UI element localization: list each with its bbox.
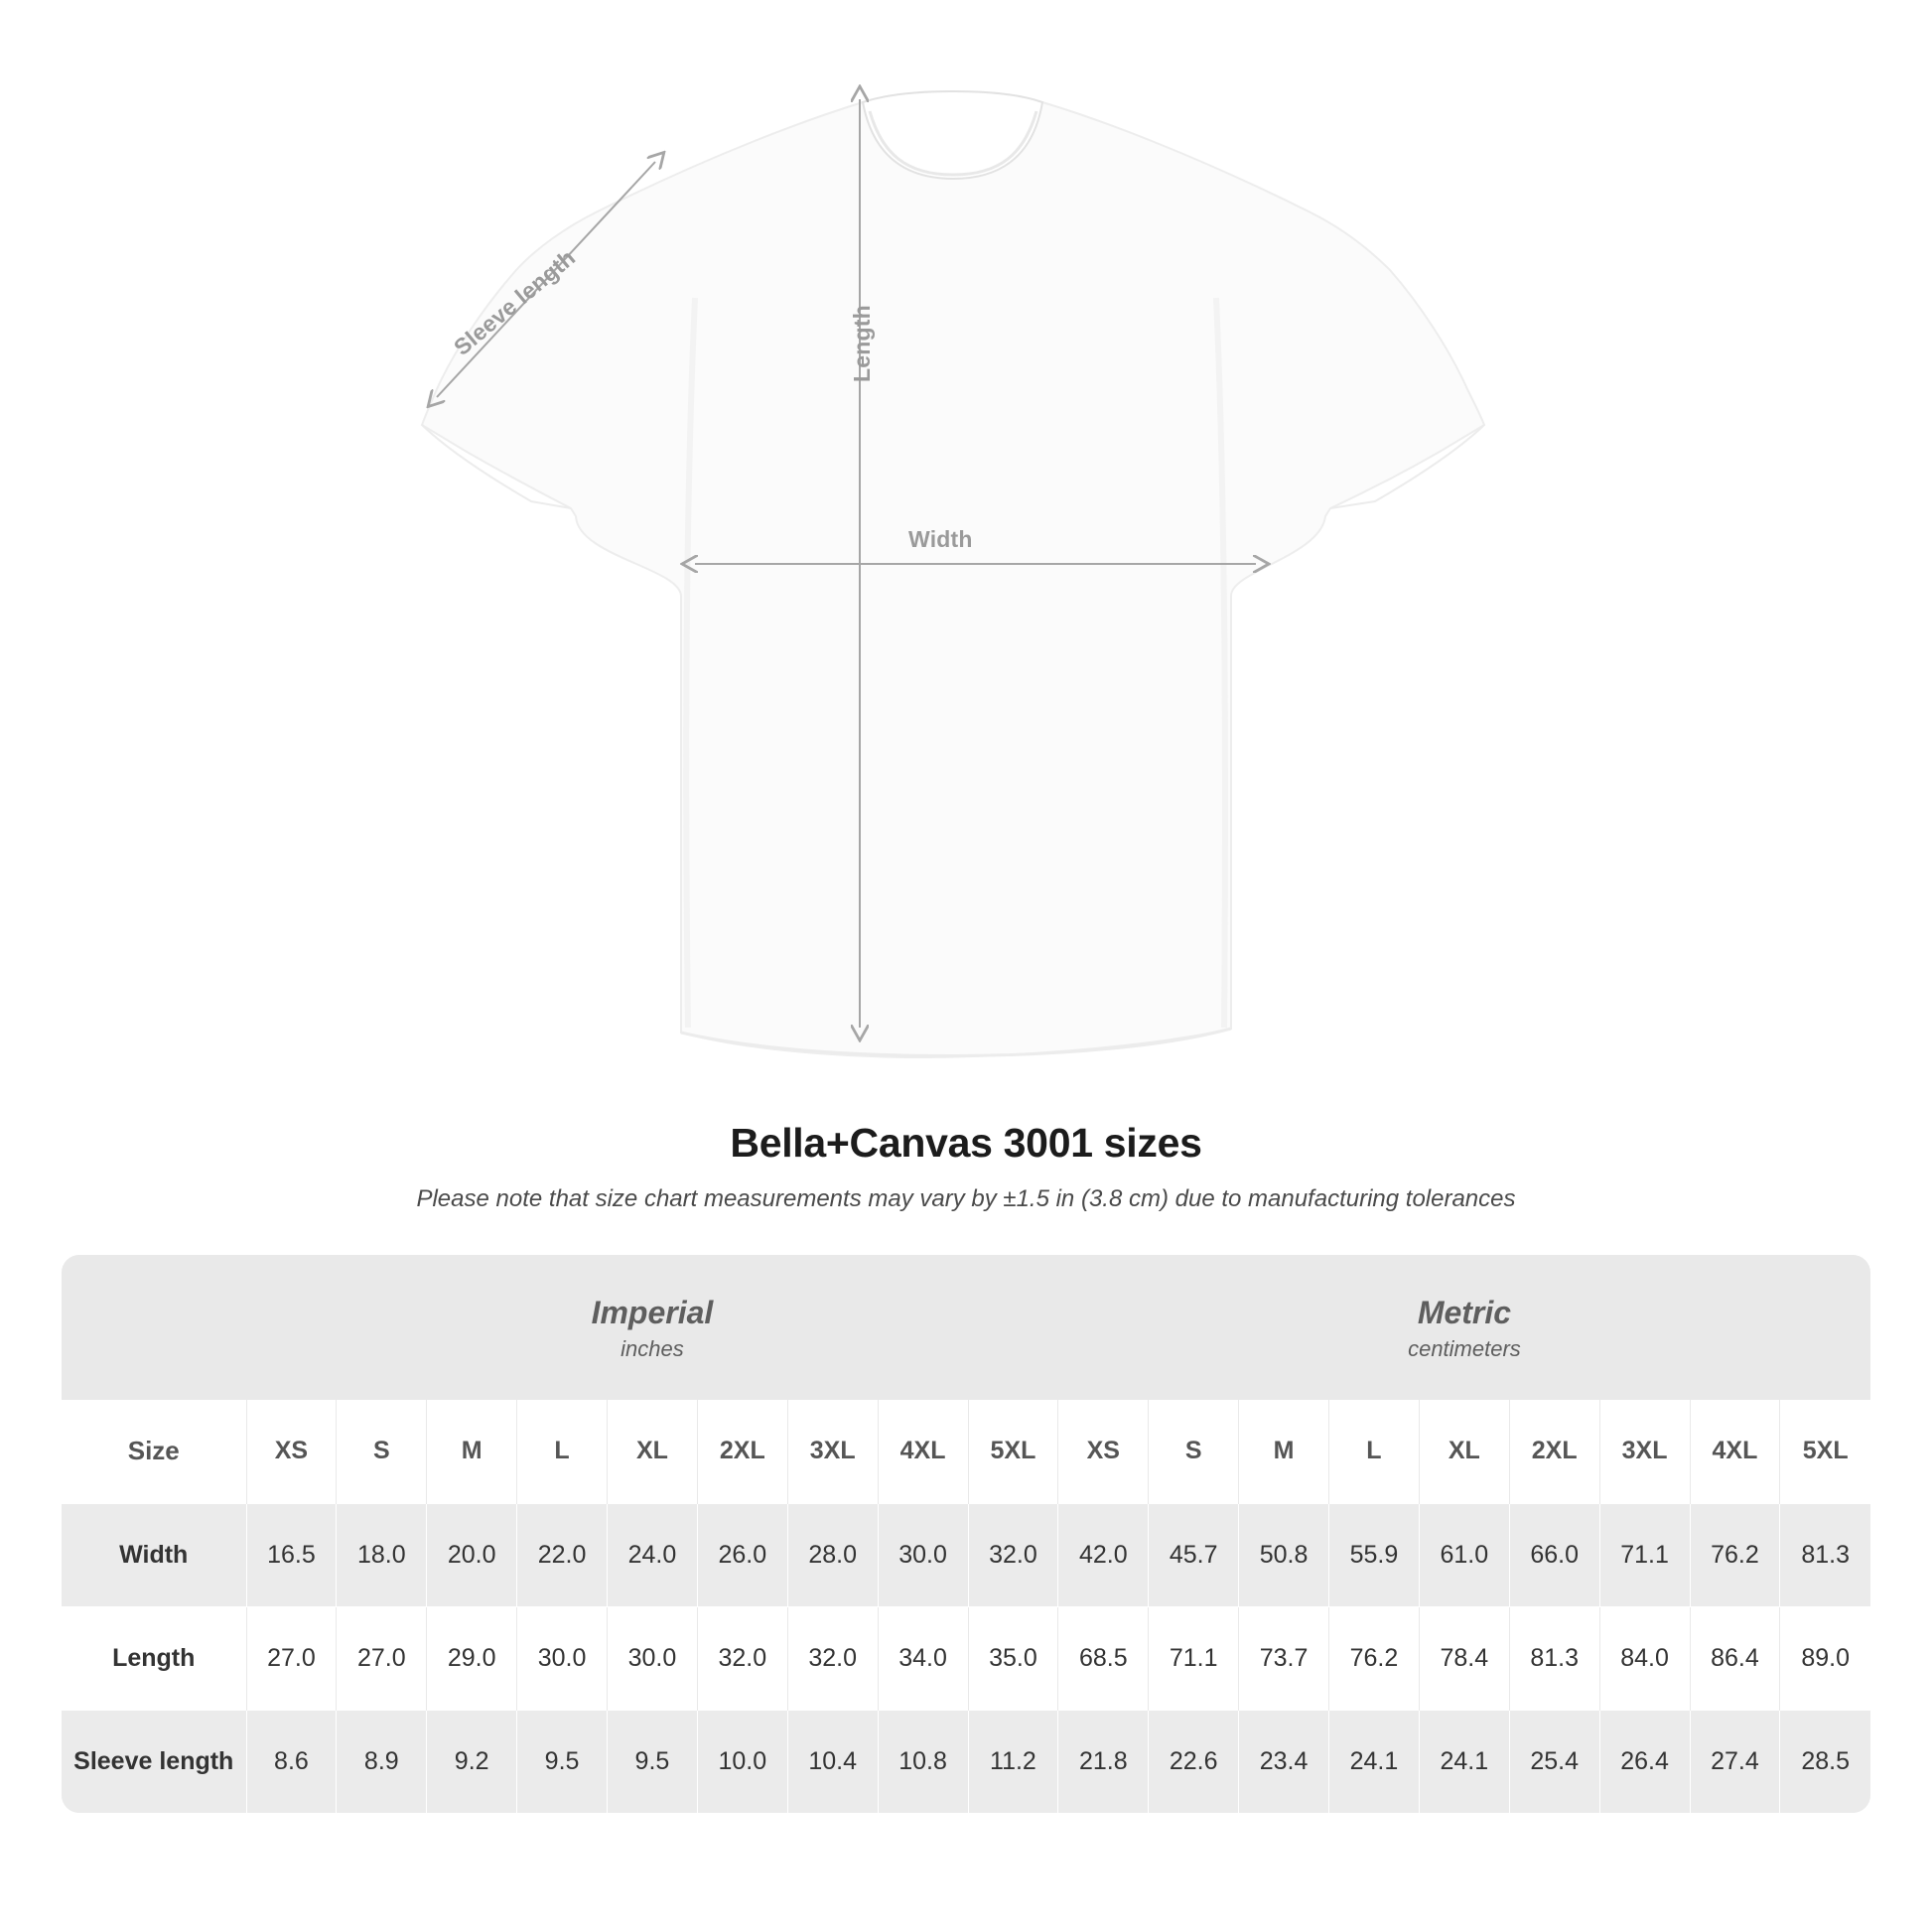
size-header-metric-5xl: 5XL [1780, 1400, 1870, 1503]
size-table [62, 1255, 1870, 1813]
cell-width-imperial-3xl: 28.0 [787, 1503, 878, 1606]
unit-group-imperial-name: Imperial [591, 1295, 714, 1330]
cell-sleeve-metric-4xl: 27.4 [1690, 1710, 1780, 1813]
cell-length-imperial-3xl: 32.0 [787, 1606, 878, 1710]
size-header-imperial-l: L [517, 1400, 608, 1503]
cell-length-metric-4xl: 86.4 [1690, 1606, 1780, 1710]
size-header-metric-m: M [1239, 1400, 1329, 1503]
cell-length-metric-s: 71.1 [1149, 1606, 1239, 1710]
cell-width-metric-s: 45.7 [1149, 1503, 1239, 1606]
size-header-label: Size [62, 1400, 246, 1503]
size-header-imperial-5xl: 5XL [968, 1400, 1058, 1503]
size-header-imperial-xs: XS [246, 1400, 337, 1503]
row-label-length: Length [62, 1606, 246, 1710]
row-label-sleeve-length: Sleeve length [62, 1710, 246, 1813]
cell-length-imperial-m: 29.0 [427, 1606, 517, 1710]
size-header-metric-xl: XL [1419, 1400, 1509, 1503]
cell-sleeve-metric-2xl: 25.4 [1509, 1710, 1599, 1813]
page-title: Bella+Canvas 3001 sizes [730, 1120, 1202, 1166]
cell-sleeve-imperial-l: 9.5 [517, 1710, 608, 1813]
cell-sleeve-metric-3xl: 26.4 [1599, 1710, 1690, 1813]
cell-width-metric-5xl: 81.3 [1780, 1503, 1870, 1606]
unit-group-metric-sub: centimeters [1408, 1336, 1521, 1361]
cell-length-metric-l: 76.2 [1329, 1606, 1420, 1710]
cell-sleeve-imperial-2xl: 10.0 [697, 1710, 787, 1813]
cell-length-metric-xl: 78.4 [1419, 1606, 1509, 1710]
cell-length-imperial-l: 30.0 [517, 1606, 608, 1710]
cell-width-metric-m: 50.8 [1239, 1503, 1329, 1606]
size-header-imperial-xl: XL [608, 1400, 698, 1503]
cell-width-metric-xs: 42.0 [1058, 1503, 1149, 1606]
sleeve-length-label: Sleeve length [449, 244, 581, 360]
length-label: Length [849, 305, 875, 382]
cell-width-metric-2xl: 66.0 [1509, 1503, 1599, 1606]
size-header-metric-3xl: 3XL [1599, 1400, 1690, 1503]
cell-sleeve-metric-m: 23.4 [1239, 1710, 1329, 1813]
cell-width-metric-4xl: 76.2 [1690, 1503, 1780, 1606]
cell-sleeve-imperial-3xl: 10.4 [787, 1710, 878, 1813]
cell-width-imperial-xl: 24.0 [608, 1503, 698, 1606]
size-table-container [62, 1255, 1870, 1813]
unit-group-imperial [246, 1255, 1058, 1400]
cell-width-metric-3xl: 71.1 [1599, 1503, 1690, 1606]
size-header-row [62, 1400, 1870, 1503]
cell-sleeve-imperial-xl: 9.5 [608, 1710, 698, 1813]
size-header-metric-l: L [1329, 1400, 1420, 1503]
unit-group-row [62, 1255, 1870, 1400]
table-row-width [62, 1503, 1870, 1606]
cell-length-imperial-xs: 27.0 [246, 1606, 337, 1710]
cell-length-metric-5xl: 89.0 [1780, 1606, 1870, 1710]
cell-sleeve-metric-l: 24.1 [1329, 1710, 1420, 1813]
cell-width-imperial-5xl: 32.0 [968, 1503, 1058, 1606]
cell-width-imperial-4xl: 30.0 [878, 1503, 968, 1606]
table-row-length [62, 1606, 1870, 1710]
cell-length-metric-2xl: 81.3 [1509, 1606, 1599, 1710]
size-header-imperial-s: S [337, 1400, 427, 1503]
cell-width-imperial-m: 20.0 [427, 1503, 517, 1606]
cell-width-imperial-s: 18.0 [337, 1503, 427, 1606]
size-header-imperial-3xl: 3XL [787, 1400, 878, 1503]
tolerance-note: Please note that size chart measurements may vary by ±1.5 in (3.8 cm) due to manufacturing tolerances [416, 1185, 1516, 1212]
cell-width-imperial-xs: 16.5 [246, 1503, 337, 1606]
cell-width-imperial-2xl: 26.0 [697, 1503, 787, 1606]
cell-sleeve-imperial-s: 8.9 [337, 1710, 427, 1813]
size-header-imperial-2xl: 2XL [697, 1400, 787, 1503]
table-corner-cell [62, 1255, 246, 1400]
cell-length-imperial-2xl: 32.0 [697, 1606, 787, 1710]
size-header-metric-2xl: 2XL [1509, 1400, 1599, 1503]
cell-width-imperial-l: 22.0 [517, 1503, 608, 1606]
size-header-metric-xs: XS [1058, 1400, 1149, 1503]
cell-length-metric-3xl: 84.0 [1599, 1606, 1690, 1710]
cell-sleeve-metric-xs: 21.8 [1058, 1710, 1149, 1813]
title-block [0, 1120, 1932, 1213]
cell-length-imperial-xl: 30.0 [608, 1606, 698, 1710]
size-header-imperial-m: M [427, 1400, 517, 1503]
cell-sleeve-imperial-xs: 8.6 [246, 1710, 337, 1813]
cell-length-metric-xs: 68.5 [1058, 1606, 1149, 1710]
cell-length-imperial-5xl: 35.0 [968, 1606, 1058, 1710]
cell-sleeve-imperial-4xl: 10.8 [878, 1710, 968, 1813]
cell-width-metric-xl: 61.0 [1419, 1503, 1509, 1606]
cell-length-imperial-4xl: 34.0 [878, 1606, 968, 1710]
cell-sleeve-imperial-m: 9.2 [427, 1710, 517, 1813]
tshirt-shape [422, 91, 1484, 1057]
cell-sleeve-metric-5xl: 28.5 [1780, 1710, 1870, 1813]
unit-group-metric-name: Metric [1417, 1295, 1512, 1330]
table-row-sleeve-length [62, 1710, 1870, 1813]
cell-length-metric-m: 73.7 [1239, 1606, 1329, 1710]
size-header-imperial-4xl: 4XL [878, 1400, 968, 1503]
width-label: Width [908, 526, 973, 552]
cell-sleeve-metric-xl: 24.1 [1419, 1710, 1509, 1813]
cell-length-imperial-s: 27.0 [337, 1606, 427, 1710]
unit-group-metric [1058, 1255, 1870, 1400]
size-header-metric-4xl: 4XL [1690, 1400, 1780, 1503]
cell-sleeve-metric-s: 22.6 [1149, 1710, 1239, 1813]
row-label-width: Width [62, 1503, 246, 1606]
cell-width-metric-l: 55.9 [1329, 1503, 1420, 1606]
size-header-metric-s: S [1149, 1400, 1239, 1503]
cell-sleeve-imperial-5xl: 11.2 [968, 1710, 1058, 1813]
unit-group-imperial-sub: inches [621, 1336, 684, 1361]
